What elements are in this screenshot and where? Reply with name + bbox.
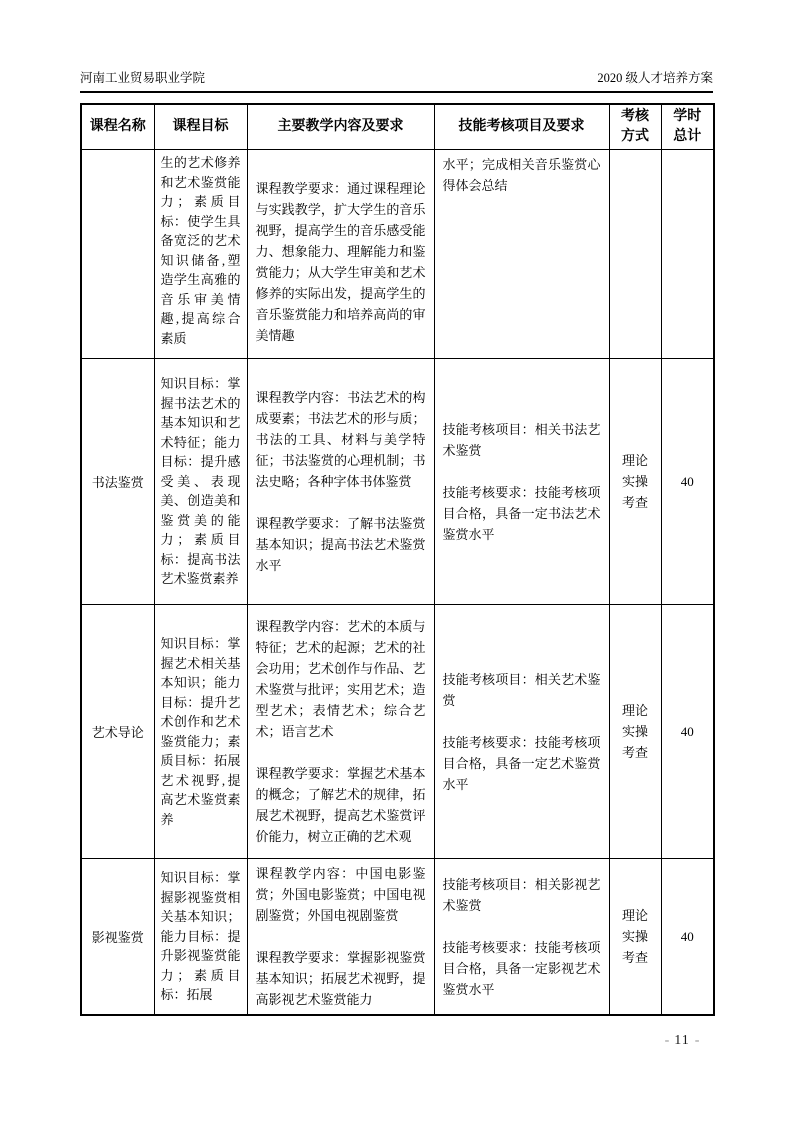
method-line: 实操 xyxy=(621,474,648,489)
course-objective-cell: 知识目标：掌握影视鉴赏相关基本知识；能力目标：提升影视鉴赏能力；素质目标：拓展 xyxy=(154,859,247,1016)
teaching-content-paragraph: 课程教学要求：掌握影视鉴赏基本知识；拓展艺术视野，提高影视艺术鉴赏能力 xyxy=(255,950,426,1007)
skill-assessment-paragraph: 技能考核要求：技能考核项目合格，具备一定影视艺术鉴赏水平 xyxy=(442,939,601,997)
teaching-content-paragraph: 课程教学要求：了解书法鉴赏基本知识；提高书法艺术鉴赏水平 xyxy=(255,516,426,573)
method-line: 理论 xyxy=(621,908,648,923)
method-line: 实操 xyxy=(621,724,648,739)
method-line: 考查 xyxy=(621,950,648,965)
method-line: 理论 xyxy=(621,703,648,718)
total-hours-cell: 40 xyxy=(661,859,714,1016)
assessment-method-cell xyxy=(609,859,661,1016)
course-row-music-continuation xyxy=(81,150,714,359)
assessment-method-cell xyxy=(609,150,661,359)
col-header-assessment-method: 考核方式 xyxy=(609,104,661,150)
skill-assessment-paragraph: 水平；完成相关音乐鉴赏心得体会总结 xyxy=(442,157,601,193)
total-hours-cell: 40 xyxy=(661,605,714,859)
skill-assessment-paragraph: 技能考核要求：技能考核项目合格，具备一定书法艺术鉴赏水平 xyxy=(442,484,601,542)
course-row-calligraphy xyxy=(81,359,714,605)
page-number xyxy=(617,1033,747,1049)
course-objective-cell: 知识目标：掌握艺术相关基本知识；能力目标：提升艺术创作和艺术鉴赏能力；素质目标：拓展艺术视野,提高艺术鉴赏素养 xyxy=(154,605,247,859)
assessment-method-cell xyxy=(609,605,661,859)
skill-assessment-cell xyxy=(434,359,609,605)
header-rule xyxy=(80,91,713,93)
col-header-teaching-content: 主要教学内容及要求 xyxy=(247,104,434,150)
col-header-total-hours: 学时总计 xyxy=(661,104,714,150)
program-title-text: 2020 级人才培养方案 xyxy=(597,71,713,85)
doc-header xyxy=(80,70,713,86)
teaching-content-paragraph: 课程教学内容：艺术的本质与特征；艺术的起源；艺术的社会功用；艺术创作与作品、艺术鉴赏与批评；实用艺术；造型艺术；表情艺术；综合艺术；语言艺术 xyxy=(255,619,426,739)
teaching-content-cell xyxy=(247,605,434,859)
teaching-content-paragraph: 课程教学要求：掌握艺术基本的概念；了解艺术的规律，拓展艺术视野，提高艺术鉴赏评价能力，树立正确的艺术观 xyxy=(255,766,426,844)
assessment-method-cell xyxy=(609,359,661,605)
page-number-value: 11 xyxy=(674,1033,690,1048)
method-line: 考查 xyxy=(621,495,648,510)
skill-assessment-paragraph: 技能考核项目：相关艺术鉴赏 xyxy=(442,671,601,708)
teaching-content-paragraph: 课程教学内容：书法艺术的构成要素；书法艺术的形与质；书法的工具、材料与美学特征；书法鉴赏的心理机制；书法史略；各种字体书体鉴赏 xyxy=(255,390,426,489)
course-row-film-appreciation xyxy=(81,859,714,1016)
skill-assessment-paragraph: 技能考核项目：相关影视艺术鉴赏 xyxy=(442,876,601,913)
teaching-content-paragraph: 课程教学要求：通过课程理论与实践教学，扩大学生的音乐视野，提高学生的音乐感受能力、想象能力、理解能力和鉴赏能力；从大学生审美和艺术修养的实际出发，提高学生的音乐鉴赏能力和培养高尚的审美情趣 xyxy=(255,181,426,343)
method-line: 实操 xyxy=(621,929,648,944)
courses-table xyxy=(80,103,715,1016)
total-hours-cell xyxy=(661,150,714,359)
school-name-text: 河南工业贸易职业学院 xyxy=(80,71,206,85)
page-number-dash-left: - xyxy=(664,1033,670,1048)
method-line: 考查 xyxy=(621,745,648,760)
teaching-content-cell xyxy=(247,859,434,1016)
total-hours-cell: 40 xyxy=(661,359,714,605)
teaching-content-cell xyxy=(247,359,434,605)
course-name-cell: 艺术导论 xyxy=(81,605,154,859)
course-objective-cell: 知识目标：掌握书法艺术的基本知识和艺术特征；能力目标：提升感受美、表现美、创造美和鉴赏美的能力；素质目标：提高书法艺术鉴赏素养 xyxy=(154,359,247,605)
skill-assessment-cell xyxy=(434,605,609,859)
course-name-cell xyxy=(81,150,154,359)
page-number-dash-right: - xyxy=(694,1033,700,1048)
course-name-cell: 影视鉴赏 xyxy=(81,859,154,1016)
teaching-content-cell xyxy=(247,150,434,359)
course-objective-cell: 生的艺术修养和艺术鉴赏能力；素质目标：使学生具备宽泛的艺术知识储备,塑造学生高雅的音乐审美情趣,提高综合素质 xyxy=(154,150,247,359)
course-row-art-introduction xyxy=(81,605,714,859)
col-header-skill-assessment: 技能考核项目及要求 xyxy=(434,104,609,150)
skill-assessment-cell xyxy=(434,859,609,1016)
col-header-course-objective: 课程目标 xyxy=(154,104,247,150)
skill-assessment-cell xyxy=(434,150,609,359)
skill-assessment-paragraph: 技能考核项目：相关书法艺术鉴赏 xyxy=(442,421,601,458)
teaching-content-paragraph: 课程教学内容：中国电影鉴赏；外国电影鉴赏；中国电视剧鉴赏；外国电视剧鉴赏 xyxy=(255,866,426,923)
table-header-row xyxy=(81,104,714,150)
method-line: 理论 xyxy=(621,453,648,468)
skill-assessment-paragraph: 技能考核要求：技能考核项目合格，具备一定艺术鉴赏水平 xyxy=(442,734,601,792)
course-name-cell: 书法鉴赏 xyxy=(81,359,154,605)
col-header-course-name: 课程名称 xyxy=(81,104,154,150)
